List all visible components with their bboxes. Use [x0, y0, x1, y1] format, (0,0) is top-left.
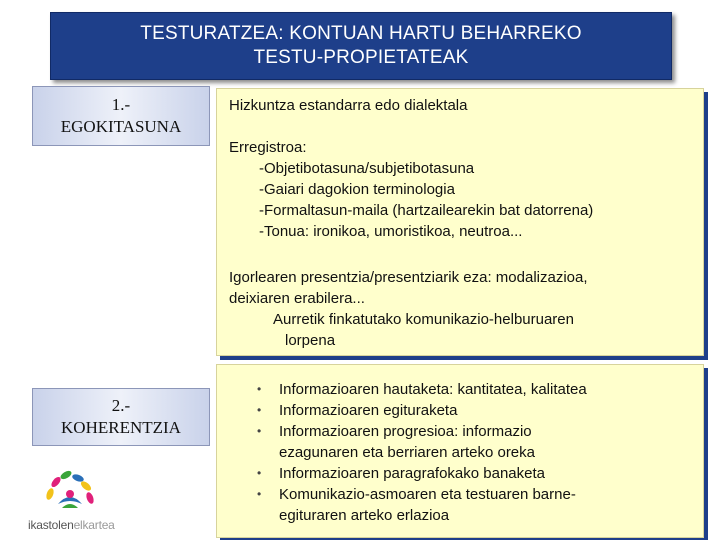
- section-name: KOHERENTZIA: [61, 418, 181, 437]
- section-number: 2.-: [111, 396, 131, 415]
- koherentzia-bullet-list: [257, 379, 695, 526]
- list-item: • Komunikazio-asmoaren eta testuaren barne-: [257, 486, 576, 503]
- bullet-icon: •: [257, 424, 262, 438]
- section-label-egokitasuna: [32, 86, 210, 146]
- standard-language-text: Hizkuntza estandarra edo dialektala: [229, 97, 468, 114]
- bullet-icon: •: [257, 382, 262, 396]
- koherentzia-content-box: [216, 364, 704, 538]
- list-item-continuation: egituraren arteko erlazioa: [279, 507, 450, 524]
- register-item-terminology: -Gaiari dagokion terminologia: [259, 181, 455, 198]
- register-item-tone: -Tonua: ironikoa, umoristikoa, neutroa...: [259, 223, 523, 240]
- list-item: • Informazioaren paragrafokako banaketa: [257, 465, 546, 482]
- goal-line-2: lorpena: [285, 332, 336, 349]
- list-item-continuation: ezagunaren eta berriaren arteko oreka: [279, 444, 535, 461]
- slide-title-line-2: TESTU-PROPIETATEAK: [253, 47, 469, 68]
- register-heading: Erregistroa:: [229, 139, 307, 156]
- register-item-objectivity: -Objetibotasuna/subjetibotasuna: [259, 160, 475, 177]
- list-item: • Informazioaren progresioa: informazio: [257, 423, 532, 440]
- list-item: • Informazioaren hautaketa: kantitatea, kalitatea: [257, 381, 587, 398]
- bullet-icon: •: [257, 466, 262, 480]
- section-number: 1.-: [111, 95, 131, 114]
- list-item: • Informazioaren egituraketa: [257, 402, 458, 419]
- presence-line-2: deixiaren erabilera...: [229, 290, 365, 307]
- logo-text: ikastolenelkartea: [28, 518, 115, 532]
- slide-title-line-1: TESTURATZEA: KONTUAN HARTU BEHARREKO: [140, 23, 582, 44]
- ikastolen-elkartea-logo: [28, 468, 136, 534]
- section-name: EGOKITASUNA: [60, 117, 182, 136]
- slide-title: [50, 12, 672, 80]
- logo-figure-icon: [28, 468, 136, 518]
- bullet-icon: •: [257, 403, 262, 417]
- bullet-icon: •: [257, 487, 262, 501]
- presence-line-1: Igorlearen presentzia/presentziarik eza: modalizazioa,: [229, 269, 588, 286]
- goal-line-1: Aurretik finkatutako komunikazio-helburuaren: [273, 311, 574, 328]
- egokitasuna-content-box: [216, 88, 704, 356]
- register-item-formality: -Formaltasun-maila (hartzailearekin bat datorrena): [259, 202, 594, 219]
- section-label-koherentzia: [32, 388, 210, 446]
